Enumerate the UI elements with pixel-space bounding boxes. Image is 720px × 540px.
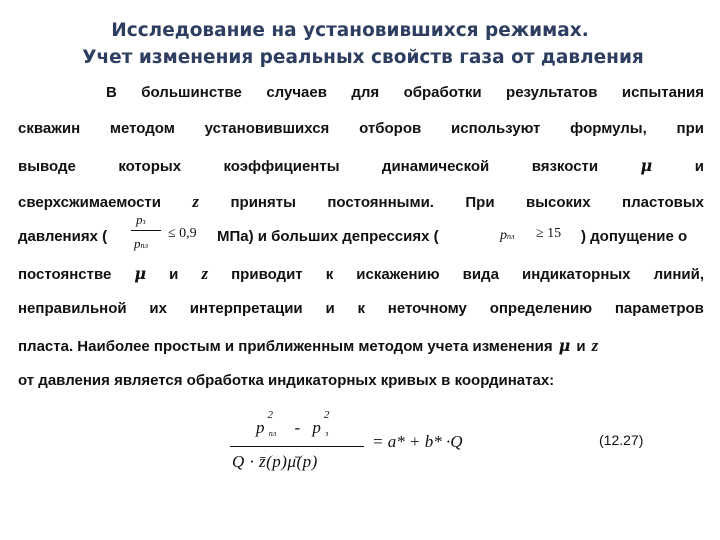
word: для [351, 84, 380, 101]
paragraph-line-3 [18, 156, 704, 178]
word: и [169, 266, 179, 283]
word: линий, [653, 266, 704, 283]
paragraph-line-4 [18, 192, 704, 214]
word: неточному [387, 300, 467, 317]
mu-symbol: μ [558, 336, 571, 355]
word: случаев [266, 84, 327, 101]
word: которых [118, 158, 182, 175]
word: пластовых [622, 194, 704, 211]
equation-fraction-bar [230, 446, 364, 447]
depression-symbol: pпл [500, 228, 515, 243]
word: и [576, 338, 586, 355]
paragraph-line-8 [18, 336, 704, 358]
word: постоянстве [18, 266, 112, 283]
paragraph-line-1 [106, 84, 704, 106]
word: результатов [506, 84, 598, 101]
word: формулы, [570, 120, 647, 137]
slide-title-line-2: Учет изменения реальных свойств газа от давления [82, 47, 644, 68]
equation-number: (12.27) [599, 432, 644, 448]
word: параметров [614, 300, 704, 317]
word: коэффициенты [223, 158, 340, 175]
word: большинстве [141, 84, 242, 101]
z-symbol: z [201, 264, 209, 283]
fraction-bar [131, 230, 161, 231]
word: В [106, 84, 117, 101]
word: испытания [621, 84, 704, 101]
word: высоких [525, 194, 591, 211]
z-symbol: z [192, 192, 200, 211]
z-symbol: z [591, 336, 599, 355]
text-fragment: давлениях ( [18, 228, 108, 245]
word: постоянными. [327, 194, 434, 211]
equation-numerator: p 2 пл - p 2 з [256, 409, 330, 438]
word: определению [489, 300, 593, 317]
word: скважин [18, 120, 81, 137]
paragraph-line-9 [18, 372, 704, 394]
word: их [149, 300, 167, 317]
mu-symbol: μ [134, 264, 147, 283]
word: и [325, 300, 335, 317]
paragraph-line-2 [18, 120, 704, 142]
slide-title-line-1: Исследование на установившихся режимах. [111, 20, 589, 41]
word: установившихся [204, 120, 330, 137]
depression-condition: ≥ 15 [536, 226, 562, 241]
text-fragment: от давления является обработка индикаторных кривых в координатах: [18, 372, 555, 389]
word: приняты [230, 194, 296, 211]
paragraph-line-7 [18, 300, 704, 322]
word: неправильной [18, 300, 127, 317]
ratio-condition: ≤ 0,9 [168, 226, 197, 241]
ratio-numerator: pз [136, 212, 146, 227]
mu-symbol: μ [640, 156, 653, 175]
word: обработки [403, 84, 482, 101]
word: методом [109, 120, 175, 137]
word: приводит [231, 266, 303, 283]
word: интерпретации [189, 300, 303, 317]
word: индикаторных [521, 266, 631, 283]
text-fragment: МПа) и больших депрессиях ( [217, 228, 439, 245]
equation-denominator: Q · z̄(p)μ̄(p) [232, 452, 318, 471]
word: При [465, 194, 495, 211]
equation-rhs: = a* + b* ·Q [372, 432, 463, 451]
word: искажению [356, 266, 440, 283]
word: используют [451, 120, 541, 137]
word: сверхсжимаемости [18, 194, 161, 211]
word: вида [462, 266, 499, 283]
text-fragment: ) допущение о [581, 228, 688, 245]
ratio-denominator: pпл [134, 236, 148, 251]
word: к [357, 300, 365, 317]
word: отборов [359, 120, 422, 137]
word: вязкости [531, 158, 599, 175]
word: выводе [18, 158, 76, 175]
word: динамической [381, 158, 490, 175]
word: при [676, 120, 704, 137]
paragraph-line-6 [18, 264, 704, 286]
word: и [694, 158, 704, 175]
text-fragment: пласта. Наиболее простым и приближенным методом учета изменения [18, 338, 553, 355]
word: к [325, 266, 334, 283]
